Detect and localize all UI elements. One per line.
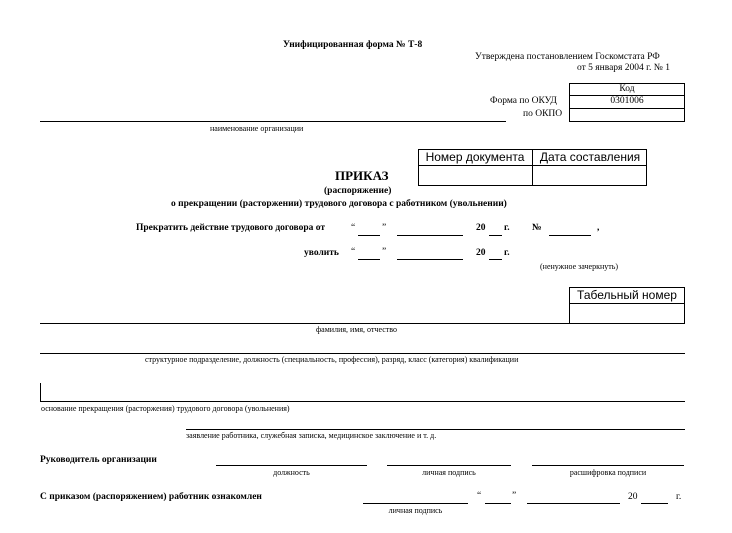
dismiss-year-line[interactable] bbox=[489, 259, 502, 260]
terminate-quote-close: ” bbox=[382, 223, 387, 233]
dismiss-quote-open: “ bbox=[351, 247, 356, 257]
head-decode-caption: расшифровка подписи bbox=[569, 468, 647, 477]
doc-number-header: Номер документа bbox=[425, 150, 525, 164]
documents-caption: заявление работника, служебная записка, медицинское заключение и т. д. bbox=[186, 431, 437, 440]
acquainted-day-line[interactable] bbox=[485, 503, 511, 504]
organization-line bbox=[40, 121, 506, 122]
okud-value[interactable]: 0301006 bbox=[610, 96, 644, 106]
dismiss-day-line[interactable] bbox=[358, 259, 380, 260]
acquainted-signature-caption: личная подпись bbox=[388, 506, 443, 515]
fio-line[interactable] bbox=[40, 323, 569, 324]
organization-caption: наименование организации bbox=[210, 124, 304, 133]
documents-line[interactable] bbox=[186, 429, 685, 430]
acquainted-label: С приказом (распоряжением) работник ознакомлен bbox=[40, 492, 262, 502]
basis-caption: основание прекращения (расторжения) трудового договора (увольнения) bbox=[41, 404, 290, 413]
dismiss-quote-close: ” bbox=[382, 247, 387, 257]
dismiss-label: уволить bbox=[304, 248, 339, 258]
basis-line[interactable] bbox=[40, 401, 685, 402]
form-title: Унифицированная форма № Т-8 bbox=[283, 40, 423, 50]
terminate-label: Прекратить действие трудового договора от bbox=[136, 223, 326, 233]
acquainted-year-line[interactable] bbox=[641, 503, 668, 504]
okpo-label: по ОКПО bbox=[523, 109, 563, 119]
approval-line-2: от 5 января 2004 г. № 1 bbox=[577, 63, 670, 73]
terminate-month-line[interactable] bbox=[397, 235, 463, 236]
head-position-line[interactable] bbox=[216, 465, 367, 466]
acquainted-quote-open: “ bbox=[477, 491, 482, 501]
dismiss-note: (ненужное зачеркнуть) bbox=[540, 262, 619, 271]
head-position-caption: должность bbox=[273, 468, 310, 477]
terminate-day-line[interactable] bbox=[358, 235, 380, 236]
acquainted-year-prefix: 20 bbox=[628, 492, 638, 502]
terminate-comma: , bbox=[597, 223, 600, 233]
acquainted-signature-line[interactable] bbox=[363, 503, 468, 504]
tab-number-header: Табельный номер bbox=[577, 288, 677, 302]
order-subtitle: (распоряжение) bbox=[324, 186, 392, 196]
terminate-year-prefix: 20 bbox=[476, 223, 486, 233]
terminate-year-suffix: г. bbox=[504, 223, 510, 233]
terminate-year-line[interactable] bbox=[489, 235, 502, 236]
head-signature-line[interactable] bbox=[387, 465, 511, 466]
position-line[interactable] bbox=[40, 353, 685, 354]
dismiss-year-suffix: г. bbox=[504, 248, 510, 258]
fio-caption: фамилия, имя, отчество bbox=[316, 325, 397, 334]
acquainted-year-suffix: г. bbox=[676, 492, 682, 502]
code-header: Код bbox=[619, 84, 635, 94]
head-label: Руководитель организации bbox=[40, 455, 157, 465]
dismiss-year-prefix: 20 bbox=[476, 248, 486, 258]
dismiss-month-line[interactable] bbox=[397, 259, 463, 260]
approval-line-1: Утверждена постановлением Госкомстата РФ bbox=[475, 52, 660, 62]
order-description: о прекращении (расторжении) трудового договора с работником (увольнении) bbox=[171, 199, 507, 209]
terminate-number-line[interactable] bbox=[549, 235, 591, 236]
head-signature-caption: личная подпись bbox=[422, 468, 476, 477]
order-title: ПРИКАЗ bbox=[335, 168, 389, 183]
position-caption: структурное подразделение, должность (специальность, профессия), разряд, класс (категория) квалификации bbox=[145, 355, 519, 364]
acquainted-quote-close: ” bbox=[512, 491, 517, 501]
okud-label: Форма по ОКУД bbox=[490, 96, 557, 106]
head-decode-line[interactable] bbox=[532, 465, 684, 466]
terminate-quote-open: “ bbox=[351, 223, 356, 233]
terminate-number-sign: № bbox=[532, 223, 542, 233]
acquainted-month-line[interactable] bbox=[527, 503, 620, 504]
doc-date-header: Дата составления bbox=[539, 150, 641, 164]
